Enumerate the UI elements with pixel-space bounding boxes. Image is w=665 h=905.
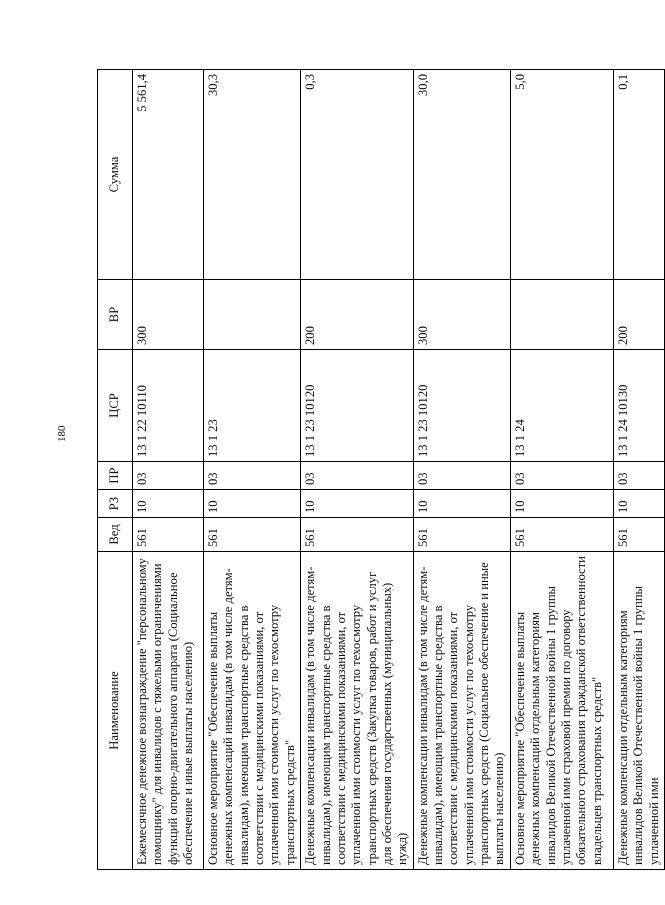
cell-ved: 561 — [204, 518, 301, 552]
table-row — [413, 70, 510, 870]
cell-csr: 13 1 24 10130 — [613, 350, 664, 462]
cell-sum: 5,0 — [510, 70, 613, 280]
cell-name: Основное мероприятие "Обеспечение выплаты денежных компенсаций отдельным категориям инвалидов Великой Отечественной войны 1 группы уплаченной ими страховой премии по договору обязательного страхования гражданской ответственности владельцев транспортных средств" — [510, 552, 613, 870]
cell-rz: 10 — [133, 490, 204, 518]
header-pr: ПР — [98, 462, 133, 490]
cell-name: Денежные компенсации инвалидам (в том числе детям-инвалидам), имеющим транспортные средства в соответствии с медицинскими показаниями, от уплаченной ими стоимости услуг по техосмотру транспортных средств (Закупка товаров, работ и услуг для обеспечения государственных (муниципальных) нужд) — [301, 552, 414, 870]
rotated-table-wrapper — [97, 70, 661, 870]
cell-rz: 10 — [204, 490, 301, 518]
cell-pr: 03 — [204, 462, 301, 490]
budget-table — [97, 69, 665, 870]
header-vr: ВР — [98, 280, 133, 350]
cell-sum: 0,3 — [301, 70, 414, 280]
cell-sum: 30,3 — [204, 70, 301, 280]
cell-vr: 300 — [413, 280, 510, 350]
cell-csr: 13 1 23 10120 — [301, 350, 414, 462]
cell-csr: 13 1 23 — [204, 350, 301, 462]
header-csr: ЦСР — [98, 350, 133, 462]
cell-vr: 200 — [301, 280, 414, 350]
cell-csr: 13 1 22 10110 — [133, 350, 204, 462]
cell-rz: 10 — [613, 490, 664, 518]
header-ved: Вед — [98, 518, 133, 552]
cell-sum: 5 561,4 — [133, 70, 204, 280]
cell-rz: 10 — [413, 490, 510, 518]
page-number: 180 — [56, 425, 68, 442]
cell-ved: 561 — [133, 518, 204, 552]
table-row — [204, 70, 301, 870]
table-row — [613, 70, 664, 870]
cell-pr: 03 — [301, 462, 414, 490]
cell-sum: 30,0 — [413, 70, 510, 280]
cell-vr: 300 — [133, 280, 204, 350]
header-sum: Сумма — [98, 70, 133, 280]
cell-csr: 13 1 24 — [510, 350, 613, 462]
table-row — [301, 70, 414, 870]
cell-ved: 561 — [413, 518, 510, 552]
table-header — [98, 70, 133, 870]
cell-vr — [510, 280, 613, 350]
cell-vr — [204, 280, 301, 350]
cell-ved: 561 — [613, 518, 664, 552]
cell-ved: 561 — [301, 518, 414, 552]
cell-name: Основное мероприятие "Обеспечение выплаты денежных компенсаций инвалидам (в том числе детям-инвалидам), имеющим транспортные средства в соответствии с медицинскими показаниями, от уплаченной ими стоимости услуг по техосмотру транспортных средств" — [204, 552, 301, 870]
cell-pr: 03 — [133, 462, 204, 490]
cell-pr: 03 — [413, 462, 510, 490]
cell-vr: 200 — [613, 280, 664, 350]
cell-csr: 13 1 23 10120 — [413, 350, 510, 462]
table-row — [510, 70, 613, 870]
cell-name: Ежемесячное денежное вознаграждение "персональному помощнику" для инвалидов с тяжелыми ограничениями функций опорно-двигательного аппарата (Социальное обеспечение и иные выплаты населению) — [133, 552, 204, 870]
cell-rz: 10 — [301, 490, 414, 518]
cell-rz: 10 — [510, 490, 613, 518]
cell-pr: 03 — [613, 462, 664, 490]
cell-name: Денежные компенсации инвалидам (в том числе детям-инвалидам), имеющим транспортные средства в соответствии с медицинскими показаниями, от уплаченной ими стоимости услуг по техосмотру транспортных средств (Социальное обеспечение и иные выплаты населению) — [413, 552, 510, 870]
cell-pr: 03 — [510, 462, 613, 490]
cell-sum: 0,1 — [613, 70, 664, 280]
table-row — [133, 70, 204, 870]
cell-name: Денежные компенсации отдельным категориям инвалидов Великой Отечественной войны 1 группы уплаченной ими — [613, 552, 664, 870]
header-name: Наименование — [98, 552, 133, 870]
cell-ved: 561 — [510, 518, 613, 552]
header-rz: РЗ — [98, 490, 133, 518]
